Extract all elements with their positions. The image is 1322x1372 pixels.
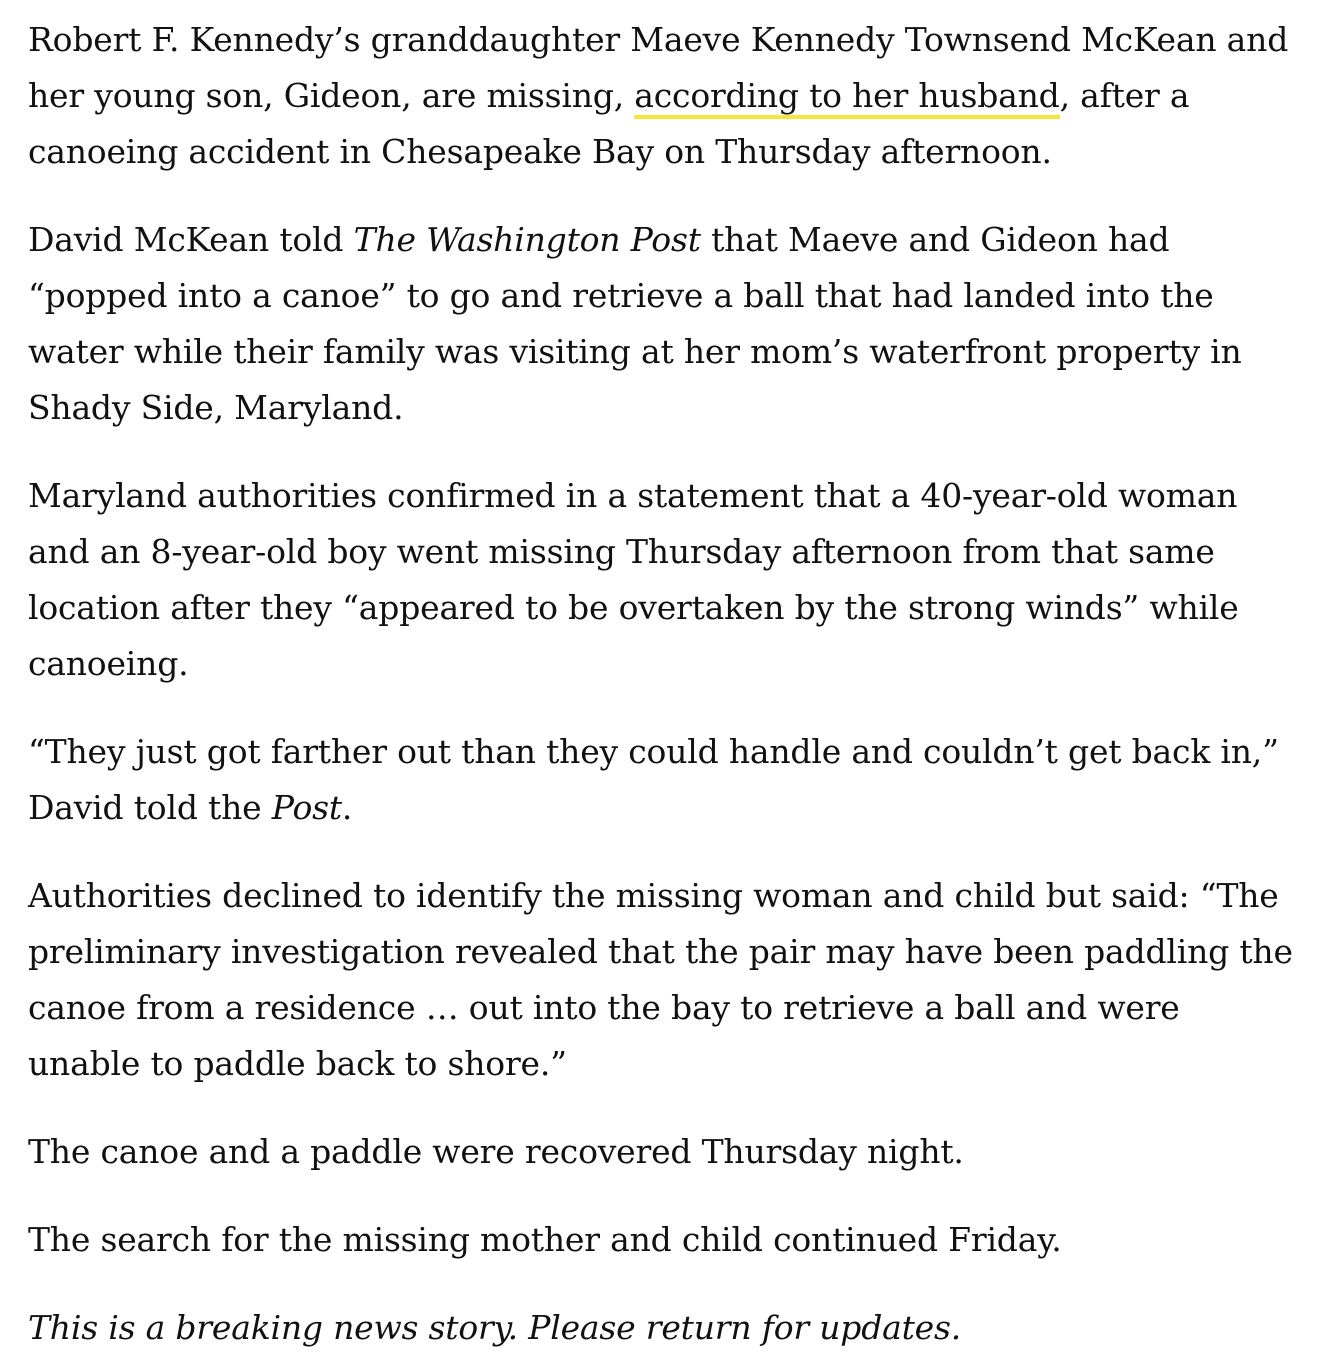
paragraph-canoe-recovered: The canoe and a paddle were recovered Thursday night. bbox=[28, 1132, 964, 1171]
paragraph-authorities-confirmed: Maryland authorities confirmed in a statement that a 40-year-old woman and an 8-year-old boy went missing Thursday afternoon from that same location after they “appeared to be overtaken by the strong winds” while canoeing. bbox=[28, 476, 1239, 683]
paragraph-authorities-statement: Authorities declined to identify the missing woman and child but said: “The preliminary investigation revealed that the pair may have been paddling the canoe from a residence … out into the bay to retrieve a ball and were unable to paddle back to shore.” bbox=[28, 876, 1293, 1083]
paragraph-david-text: “They just got farther out than they could handle and couldn’t get back in,” David told the bbox=[28, 732, 1279, 827]
paragraph-husband-quote bbox=[28, 212, 1300, 436]
breaking-news-note bbox=[28, 1300, 1300, 1356]
paragraph-intro bbox=[28, 12, 1300, 180]
breaking-news-text: This is a breaking news story. Please return for updates. bbox=[28, 1308, 962, 1347]
paragraph-husband-text: David McKean told bbox=[28, 220, 354, 259]
paragraph-search-continued: The search for the missing mother and child continued Friday. bbox=[28, 1220, 1062, 1259]
paragraph-david-quote bbox=[28, 724, 1300, 836]
paragraph-intro-text: Robert F. Kennedy’s granddaughter Maeve Kennedy Townsend McKean and her young son, Gideon, are missing, bbox=[28, 20, 1289, 115]
husband-source-link[interactable]: according to her husband bbox=[634, 76, 1059, 119]
paragraph-intro-text-end: , after a canoeing accident in Chesapeake Bay on Thursday afternoon. bbox=[28, 76, 1190, 171]
publication-name: The Washington Post bbox=[353, 220, 701, 259]
paragraph-david-text-end: . bbox=[341, 788, 353, 827]
paragraph-husband-text-end: that Maeve and Gideon had “popped into a canoe” to go and retrieve a ball that had landed into the water while their family was visiting at her mom’s waterfront property in Shady Side, Maryland. bbox=[28, 220, 1242, 427]
publication-short-name: Post bbox=[271, 788, 342, 827]
